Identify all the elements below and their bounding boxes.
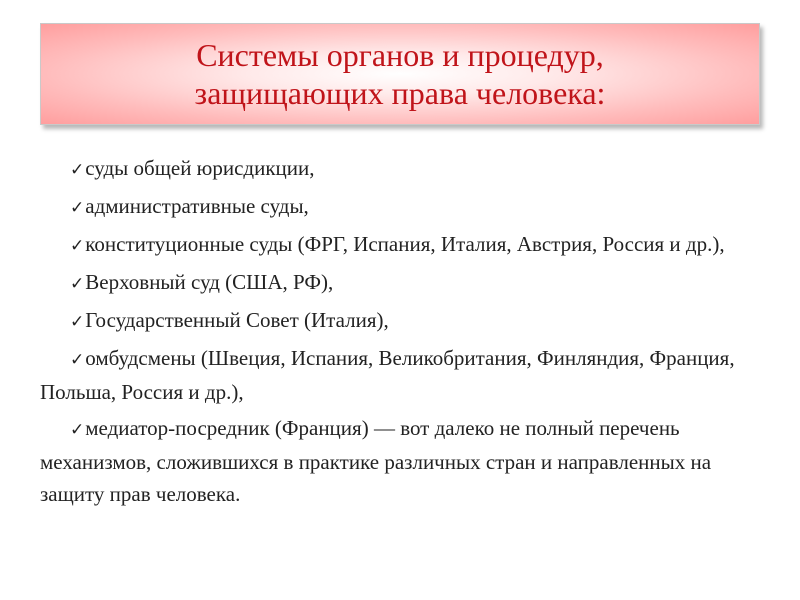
list-item [40,266,740,300]
list-item [40,152,740,186]
list-item [40,190,740,224]
list-item-text: Государственный Совет (Италия), [85,308,389,332]
list-item-text: медиатор-посредник (Франция) — вот далеко не полный перечень механизмов, сложившихся в практике различных стран и направленных на защиту прав человека. [40,416,712,506]
check-mark-icon: ✓ [70,198,85,218]
check-mark-icon: ✓ [70,236,85,256]
list-item [40,342,740,408]
check-mark-icon: ✓ [70,350,85,370]
list-item [40,304,740,338]
check-mark-icon: ✓ [70,274,85,294]
check-mark-icon: ✓ [70,160,85,180]
check-mark-icon: ✓ [70,312,85,332]
list-item-text: Верховный суд (США, РФ), [85,270,334,294]
list-item [40,228,740,262]
bullet-list [40,152,740,514]
list-item-text: административные суды, [85,194,309,218]
slide-title: Системы органов и процедур, защищающих права человека: [194,37,606,111]
list-item-text: омбудсмены (Швеция, Испания, Великобритания, Финляндия, Франция, Польша, Россия и др.), [40,346,735,404]
list-item-text: конституционные суды (ФРГ, Испания, Италия, Австрия, Россия и др.), [85,232,725,256]
list-item [40,412,740,510]
check-mark-icon: ✓ [70,420,85,440]
list-item-text: суды общей юрисдикции, [85,156,315,180]
title-box [40,23,760,125]
